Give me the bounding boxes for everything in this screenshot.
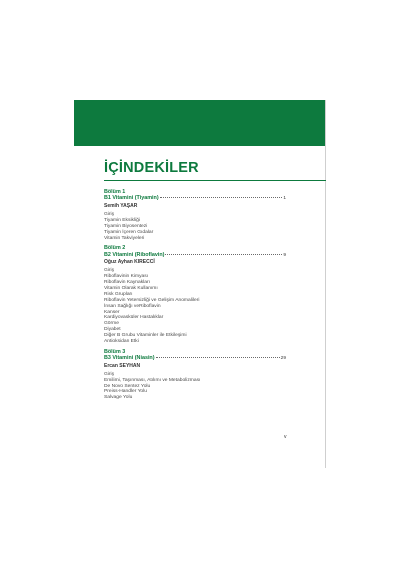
chapter-page-number: 1 — [283, 196, 286, 202]
section-item: Giriş — [104, 268, 115, 274]
section-item: Riboflavin Yetersizliği ve Gelişim Anomalileri — [104, 297, 200, 303]
dot-leader — [156, 357, 280, 358]
section-item: Vitamin Takviyeleri — [104, 235, 145, 241]
section-item: Emilimi, Taşınması, Atılımı ve Metabolizması — [104, 377, 201, 383]
section-item: Vitamin Olarak Kullanımı — [104, 286, 158, 291]
chapter — [104, 349, 286, 401]
page-number: v — [284, 434, 287, 440]
chapter — [104, 245, 286, 344]
section-list — [104, 268, 286, 344]
section-item: Risk Grupları — [104, 291, 133, 297]
chapter-title: B1 Vitamini (Tiyamin) — [104, 195, 159, 202]
chapter-page-number: 9 — [283, 252, 286, 258]
section-item: Preiss-Handler Yolu — [104, 389, 147, 395]
chapter-title: B3 Vitamini (Niasin) — [104, 355, 155, 362]
section-item: Kardiyovasküler Hastalıklar — [104, 315, 164, 321]
header-band — [74, 100, 326, 146]
section-item: Tiyamin İçeren Gıdalar — [104, 229, 154, 235]
chapter-entry[interactable] — [104, 355, 286, 362]
chapter-author: Semih YAŞAR — [104, 202, 138, 209]
section-item: Giriş — [104, 371, 115, 377]
chapter — [104, 189, 286, 241]
chapter-label: Bölüm 1 — [104, 189, 126, 195]
section-item: Tiyamin Eksikliği — [104, 217, 140, 223]
page-edge — [325, 100, 326, 468]
chapter-label: Bölüm 3 — [104, 348, 126, 355]
chapter-entry[interactable] — [104, 195, 286, 202]
title-rule — [104, 180, 326, 181]
section-item: Diğer B Grubu Vitaminler ile Etkileşimi — [104, 333, 187, 338]
dot-leader — [160, 197, 283, 198]
chapter-author: Oğuz Ayhan KIRECCİ — [104, 259, 155, 266]
section-list — [104, 372, 286, 401]
chapter-author: Ercan SEYHAN — [104, 362, 141, 369]
chapter-label: Bölüm 2 — [104, 245, 126, 252]
section-item: Görme — [104, 321, 119, 327]
section-list — [104, 212, 286, 241]
dot-leader — [165, 254, 282, 255]
toc-title: İÇİNDEKİLER — [104, 160, 199, 176]
section-item: Giriş — [104, 212, 115, 217]
section-item: Salvage Yolu — [104, 395, 133, 401]
chapter-page-number: 29 — [280, 356, 286, 362]
table-of-contents — [104, 189, 286, 405]
section-item: Diyabet — [104, 327, 121, 333]
section-item: Tiyamin Biyosentezi — [104, 223, 148, 229]
section-item: Kanser — [104, 309, 120, 315]
section-item: Riboflavin Kaynakları — [104, 280, 150, 286]
section-item: Riboflavinin Kimyası — [104, 274, 149, 280]
chapter-title: B2 Vitamini (Riboflavin) — [104, 251, 165, 258]
section-item: Antioksidan Etki — [104, 338, 139, 344]
section-item: De Novo Sentez Yolu — [104, 383, 151, 389]
section-item: İnsan Sağlığı veRiboflavin — [104, 303, 161, 309]
